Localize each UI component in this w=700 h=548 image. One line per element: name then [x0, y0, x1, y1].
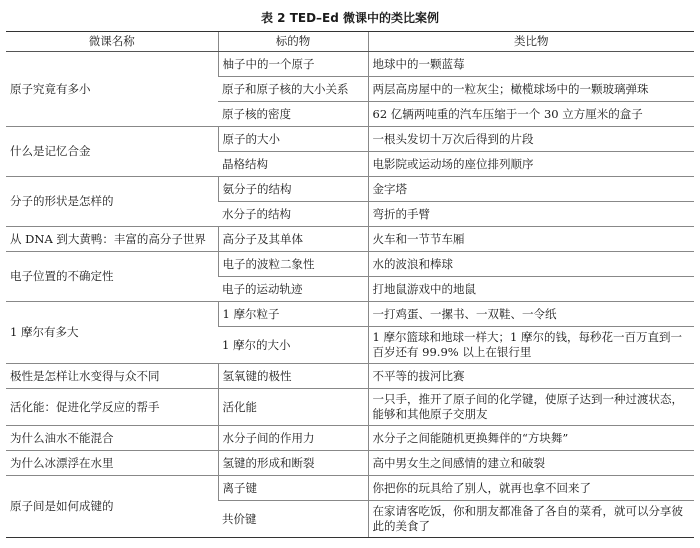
- analogy-cell: 在家请客吃饭，你和朋友都准备了各自的菜肴，就可以分享彼此的美食了: [368, 501, 694, 538]
- analogy-cell: 高中男女生之间感情的建立和破裂: [368, 451, 694, 476]
- target-cell: 原子和原子核的大小关系: [218, 77, 368, 102]
- table-row: [6, 52, 694, 77]
- target-cell: 晶格结构: [218, 152, 368, 177]
- header-analogy: 类比物: [368, 32, 694, 52]
- analogy-cell: 火车和一节节车厢: [368, 227, 694, 252]
- table-row: [6, 364, 694, 389]
- target-cell: 水分子间的作用力: [218, 426, 368, 451]
- header-course-name: 微课名称: [6, 32, 218, 52]
- table-header-row: [6, 32, 694, 52]
- target-cell: 氢氧键的极性: [218, 364, 368, 389]
- analogy-cell: 水的波浪和棒球: [368, 252, 694, 277]
- target-cell: 柚子中的一个原子: [218, 52, 368, 77]
- analogy-cell: 62 亿辆两吨重的汽车压缩于一个 30 立方厘米的盒子: [368, 102, 694, 127]
- table-row: [6, 227, 694, 252]
- target-cell: 原子的大小: [218, 127, 368, 152]
- course-name-cell: 电子位置的不确定性: [6, 252, 218, 302]
- course-name-cell: 原子间是如何成键的: [6, 476, 218, 538]
- analogy-cell: 电影院或运动场的座位排列顺序: [368, 152, 694, 177]
- table-caption: 表 2 TED–Ed 微课中的类比案例: [260, 11, 439, 25]
- target-cell: 原子核的密度: [218, 102, 368, 127]
- target-cell: 氢键的形成和断裂: [218, 451, 368, 476]
- header-target: 标的物: [218, 32, 368, 52]
- table-row: [6, 127, 694, 152]
- target-cell: 电子的波粒二象性: [218, 252, 368, 277]
- target-cell: 氨分子的结构: [218, 177, 368, 202]
- analogy-cell: 弯折的手臂: [368, 202, 694, 227]
- target-cell: 1 摩尔的大小: [218, 327, 368, 364]
- target-cell: 活化能: [218, 389, 368, 426]
- analogy-cell: 金字塔: [368, 177, 694, 202]
- course-name-cell: 为什么油水不能混合: [6, 426, 218, 451]
- analogy-cell: 1 摩尔篮球和地球一样大；1 摩尔的钱，每秒花一百万直到一百岁还有 99.9% 以上在银行里: [368, 327, 694, 364]
- analogy-cell: 一只手，推开了原子间的化学键，使原子达到一种过渡状态，能够和其他原子交朋友: [368, 389, 694, 426]
- analogy-cell: 一打鸡蛋、一摞书、一双鞋、一令纸: [368, 302, 694, 327]
- course-name-cell: 极性是怎样让水变得与众不同: [6, 364, 218, 389]
- table-row: [6, 476, 694, 501]
- analogy-cell: 地球中的一颗蓝莓: [368, 52, 694, 77]
- course-name-cell: 分子的形状是怎样的: [6, 177, 218, 227]
- course-name-cell: 从 DNA 到大黄鸭：丰富的高分子世界: [6, 227, 218, 252]
- analogy-table: [6, 31, 694, 538]
- analogy-cell: 两层高房屋中的一粒灰尘；橄榄球场中的一颗玻璃弹珠: [368, 77, 694, 102]
- target-cell: 共价键: [218, 501, 368, 538]
- table-row: [6, 389, 694, 426]
- analogy-cell: 不平等的拔河比赛: [368, 364, 694, 389]
- target-cell: 高分子及其单体: [218, 227, 368, 252]
- analogy-cell: 打地鼠游戏中的地鼠: [368, 277, 694, 302]
- target-cell: 水分子的结构: [218, 202, 368, 227]
- analogy-cell: 水分子之间能随机更换舞伴的“方块舞”: [368, 426, 694, 451]
- course-name-cell: 为什么冰漂浮在水里: [6, 451, 218, 476]
- course-name-cell: 什么是记忆合金: [6, 127, 218, 177]
- course-name-cell: 活化能：促进化学反应的帮手: [6, 389, 218, 426]
- target-cell: 电子的运动轨迹: [218, 277, 368, 302]
- table-row: [6, 451, 694, 476]
- target-cell: 1 摩尔粒子: [218, 302, 368, 327]
- analogy-cell: 你把你的玩具给了别人，就再也拿不回来了: [368, 476, 694, 501]
- target-cell: 离子键: [218, 476, 368, 501]
- course-name-cell: 原子究竟有多小: [6, 52, 218, 127]
- course-name-cell: 1 摩尔有多大: [6, 302, 218, 364]
- table-row: [6, 302, 694, 327]
- table-row: [6, 426, 694, 451]
- analogy-cell: 一根头发切十万次后得到的片段: [368, 127, 694, 152]
- table-row: [6, 177, 694, 202]
- table-row: [6, 252, 694, 277]
